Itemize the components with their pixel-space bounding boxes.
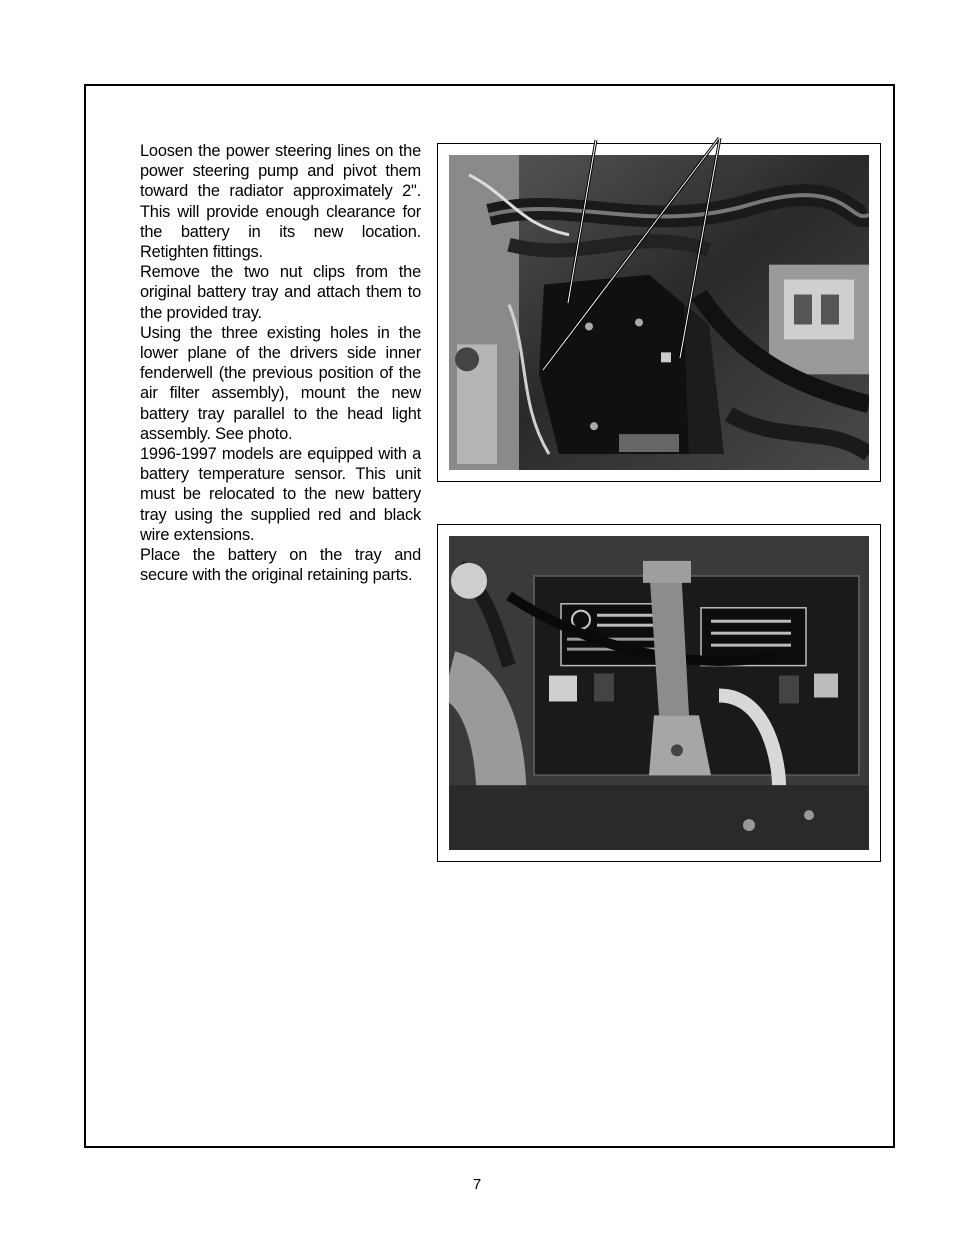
- instruction-paragraph-4: 1996-1997 models are equipped with a battery temperature sensor. This unit must be relocated to the new battery tray using the supplied red and black wire extensions.: [140, 445, 421, 544]
- instructions-text: [140, 141, 421, 585]
- page-number: 7: [472, 1176, 482, 1193]
- photo-battery-tray-image: [449, 155, 869, 470]
- instruction-paragraph-5: Place the battery on the tray and secure with the original retaining parts.: [140, 546, 421, 585]
- instruction-paragraph-1: Loosen the power steering lines on the power steering pump and pivot them toward the radiator approximately 2". This will provide enough clearance for the battery in its new location. Retighten fittings.: [140, 142, 421, 262]
- photo-battery-tray: [437, 143, 881, 482]
- photo-battery-secured: [437, 524, 881, 862]
- instruction-paragraph-3: Using the three existing holes in the lower plane of the drivers side inner fenderwell (the previous position of the air filter assembly), mount the new battery tray parallel to the head light assembly. See photo.: [140, 323, 421, 443]
- photo-battery-secured-image: [449, 536, 869, 850]
- instruction-paragraph-2: Remove the two nut clips from the original battery tray and attach them to the provided tray.: [140, 263, 421, 322]
